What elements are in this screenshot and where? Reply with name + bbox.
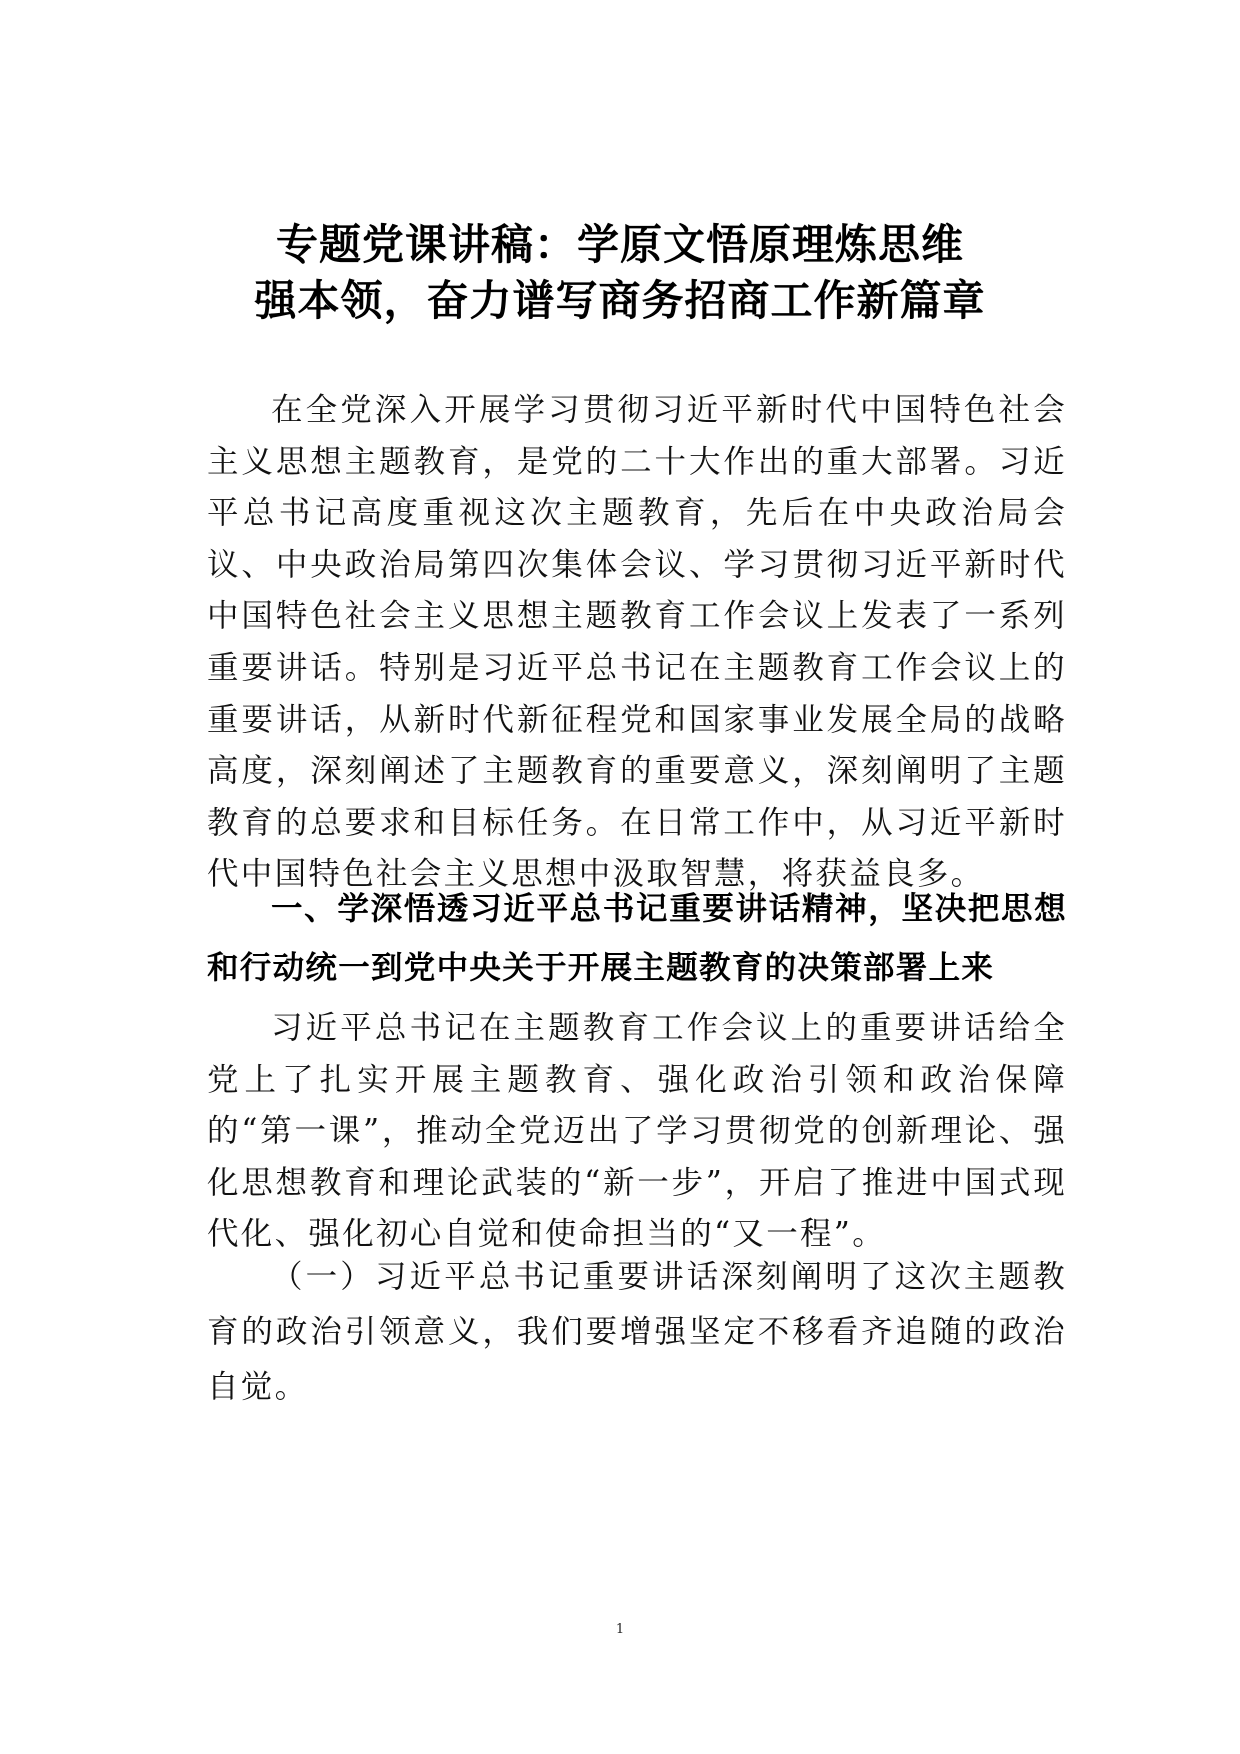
page-number: 1: [615, 1622, 625, 1637]
intro-paragraph: 在全党深入开展学习贯彻习近平新时代中国特色社会主义思想主题教育，是党的二十大作出的重大部署。习近平总书记高度重视这次主题教育，先后在中央政治局会议、中央政治局第四次集体会议、学习贯彻习近平新时代中国特色社会主义思想主题教育工作会议上发表了一系列重要讲话。特别是习近平总书记在主题教育工作会议上的重要讲话，从新时代新征程党和国家事业发展全局的战略高度，深刻阐述了主题教育的重要意义，深刻阐明了主题教育的总要求和目标任务。在日常工作中，从习近平新时代中国特色社会主义思想中汲取智慧，将获益良多。: [207, 392, 1067, 893]
document-title-line-2: 强本领，奋力谱写商务招商工作新篇章: [254, 276, 986, 325]
subsection-paragraph-1: （一）习近平总书记重要讲话深刻阐明了这次主题教育的政治引领意义，我们要增强坚定不移看齐追随的政治自觉。: [207, 1259, 1067, 1405]
section-heading-1: 一、学深悟透习近平总书记重要讲话精神，坚决把思想和行动统一到党中央关于开展主题教育的决策部署上来: [207, 891, 1067, 986]
document-title-line-1: 专题党课讲稿：学原文悟原理炼思维: [275, 220, 964, 269]
section-paragraph-1: 习近平总书记在主题教育工作会议上的重要讲话给全党上了扎实开展主题教育、强化政治引领和政治保障的“第一课”，推动全党迈出了学习贯彻党的创新理论、强化思想教育和理论武装的“新一步”，开启了推进中国式现代化、强化初心自觉和使命担当的“又一程”。: [207, 1010, 1067, 1253]
